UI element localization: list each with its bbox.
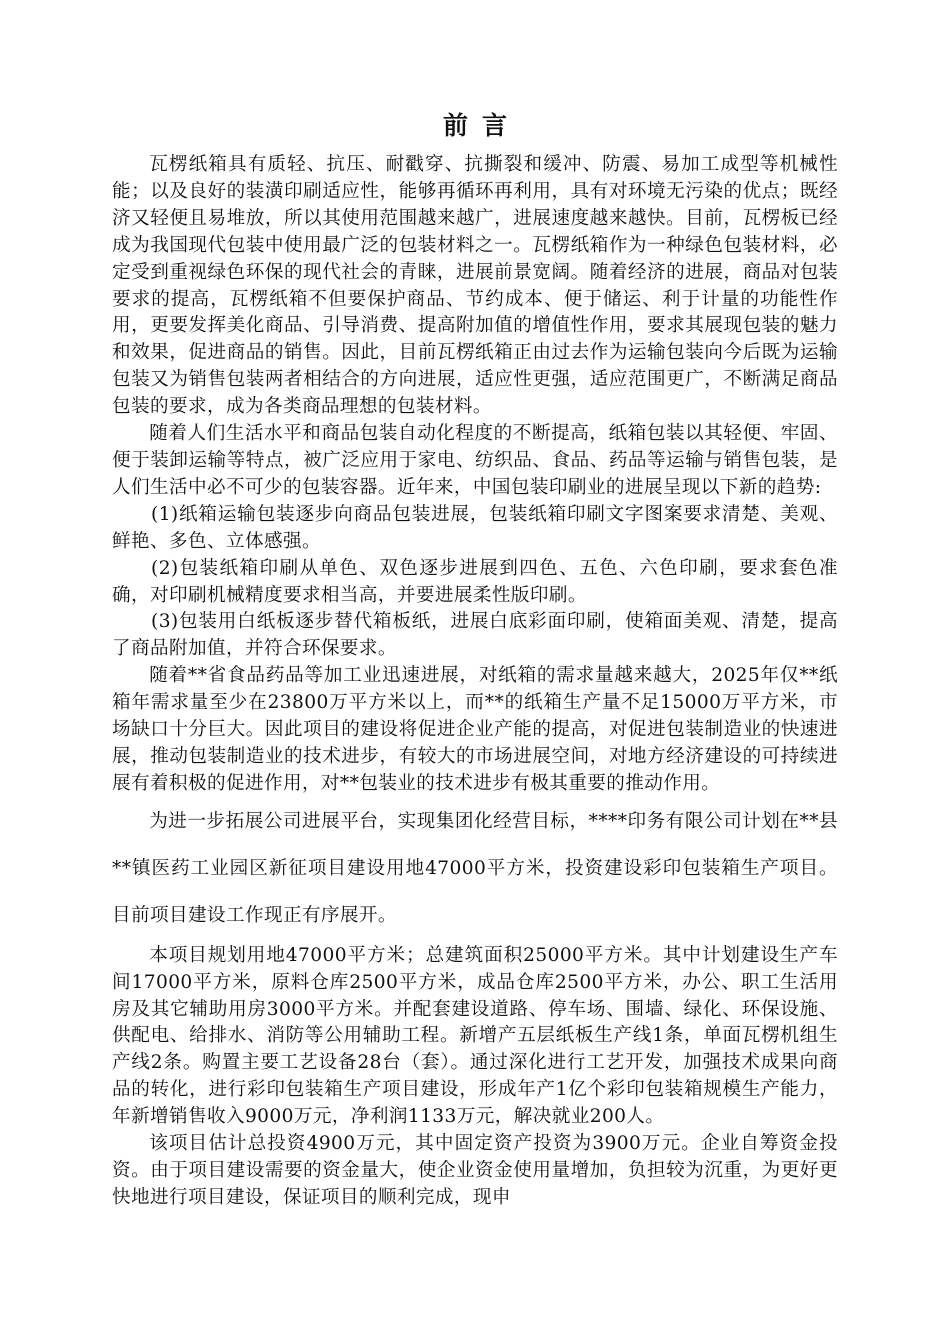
paragraph-intro: 瓦楞纸箱具有质轻、抗压、耐戳穿、抗撕裂和缓冲、防震、易加工成型等机械性能；以及良好的装潢印刷适应性，能够再循环再利用，具有对环境无污染的优点；既经济又轻便且易堆放，所以其使用范围越来越广，进展速度越来越快。目前，瓦楞板已经成为我国现代包装中使用最广泛的包装材料之一。瓦楞纸箱作为一种绿色包装材料，必定受到重视绿色环保的现代社会的青睐，进展前景宽阔。随着经济的进展，商品对包装要求的提高，瓦楞纸箱不但要保护商品、节约成本、便于储运、利于计量的功能性作用，更要发挥美化商品、引导消费、提高附加值的增值性作用，要求其展现包装的魅力和效果，促进商品的销售。因此，目前瓦楞纸箱正由过去作为运输包装向今后既为运输包装又为销售包装两者相结合的方向进展，适应性更强，适应范围更广，不断满足商品包装的要求，成为各类商品理想的包装材料。 <box>112 154 838 418</box>
list-item: (3)包装用白纸板逐步替代箱板纸，进展白底彩面印刷，使箱面美观、清楚，提高了商品附加值，并符合环保要求。 <box>112 611 838 660</box>
paragraph-investment: 该项目估计总投资4900万元，其中固定资产投资为3900万元。企业自筹资金投资。由于项目建设需要的资金量大，使企业资金使用量增加，负担较为沉重，为更好更快地进行项目建设，保证项目的顺利完成，现申 <box>112 1133 838 1208</box>
list-item: (1)纸箱运输包装逐步向商品包装进展，包装纸箱印刷文字图案要求清楚、美观、鲜艳、多色、立体感强。 <box>112 503 838 552</box>
page-title: 前言 <box>442 111 521 140</box>
paragraph-market: 随着**省食品药品等加工业迅速进展，对纸箱的需求量越来越大，2025年仅**纸箱年需求量至少在23800万平方米以上，而**的纸箱生产量不足15000万平方米，市场缺口十分巨大。因此项目的建设将促进企业产能的提高，对促进包装制造业的快速进展，推动包装制造业的技术进步，有较大的市场进展空间，对地方经济建设的可持续进展有着积极的促进作用，对**包装业的技术进步有极其重要的推动作用。 <box>112 665 838 794</box>
paragraph-project-scope: 本项目规划用地47000平方米；总建筑面积25000平方米。其中计划建设生产车间17000平方米，原料仓库2500平方米，成品仓库2500平方米，办公、职工生活用房及其它辅助用房3000平方米。并配套建设道路、停车场、围墙、绿化、环保设施、供配电、给排水、消防等公用辅助工程。新增产五层纸板生产线1条，单面瓦楞机组生产线2条。购置主要工艺设备28台（套）。通过深化进行工艺开发，加强技术成果向商品的转化，进行彩印包装箱生产项目建设，形成年产1亿个彩印包装箱规模生产能力，年新增销售收入9000万元，净利润1133万元，解决就业200人。 <box>112 944 838 1128</box>
paragraph-company-plan: 为进一步拓展公司进展平台，实现集团化经营目标，****印务有限公司计划在**县**镇医药工业园区新征项目建设用地47000平方米，投资建设彩印包装箱生产项目。目前项目建设工作现正有序展开。 <box>112 810 838 926</box>
list-item: (2)包装纸箱印刷从单色、双色逐步进展到四色、五色、六色印刷，要求套色准确，对印刷机械精度要求相当高，并要进展柔性版印刷。 <box>112 557 838 606</box>
paragraph-trends: 随着人们生活水平和商品包装自动化程度的不断提高，纸箱包装以其轻便、牢固、便于装卸运输等特点，被广泛应用于家电、纺织品、食品、药品等运输与销售包装，是人们生活中必不可少的包装容器。近年来，中国包装印刷业的进展呈现以下新的趋势: <box>112 423 838 498</box>
